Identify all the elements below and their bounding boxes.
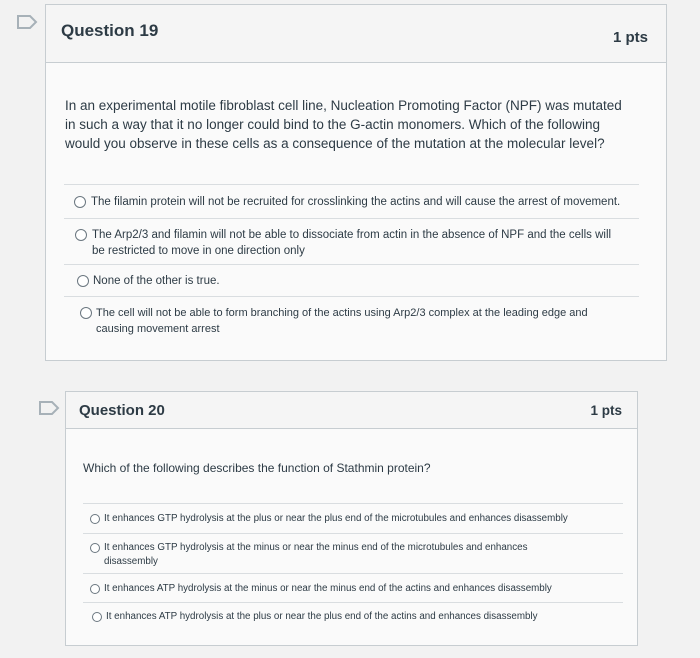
radio-button[interactable] xyxy=(75,229,87,241)
answer-option[interactable] xyxy=(83,503,623,533)
answer-option[interactable] xyxy=(64,218,639,264)
answer-label: None of the other is true. xyxy=(93,275,220,287)
answer-option[interactable] xyxy=(83,602,623,631)
answer-label: The filamin protein will not be recruited for crosslinking the actins and will cause the arrest of movement. xyxy=(91,196,621,208)
answer-option[interactable] xyxy=(64,264,639,296)
answer-option[interactable] xyxy=(64,184,639,218)
radio-button[interactable] xyxy=(90,584,100,594)
answer-option[interactable] xyxy=(64,296,639,340)
question-title: Question 20 xyxy=(79,402,165,419)
answer-option[interactable] xyxy=(83,573,623,602)
answer-label: It enhances ATP hydrolysis at the minus or near the minus end of the actins and enhances disassembly xyxy=(104,583,552,594)
question-19-header xyxy=(46,5,666,63)
answer-label: It enhances GTP hydrolysis at the minus or near the minus end of the microtubules and enhances disassembly xyxy=(104,542,528,567)
question-points: 1 pts xyxy=(612,29,648,46)
question-20-card xyxy=(65,391,638,646)
answer-list xyxy=(83,503,623,631)
answer-label: It enhances ATP hydrolysis at the plus or near the plus end of the actins and enhances disassembly xyxy=(106,611,538,622)
radio-button[interactable] xyxy=(74,196,86,208)
flag-question-icon[interactable] xyxy=(38,400,60,416)
question-points: 1 pts xyxy=(590,403,622,418)
question-20-header xyxy=(66,392,637,429)
answer-list xyxy=(64,184,639,340)
flag-question-icon[interactable] xyxy=(16,14,38,30)
radio-button[interactable] xyxy=(80,307,92,319)
radio-button[interactable] xyxy=(90,514,100,524)
answer-label: The cell will not be able to form branching of the actins using Arp2/3 complex at the leading edge and causing movement arrest xyxy=(96,307,588,335)
answer-label: The Arp2/3 and filamin will not be able to dissociate from actin in the absence of NPF and the cells will be restricted to move in one direction only xyxy=(92,229,612,257)
question-title: Question 19 xyxy=(61,21,159,40)
answer-option[interactable] xyxy=(83,533,623,573)
answer-label: It enhances GTP hydrolysis at the plus or near the plus end of the microtubules and enhances disassembly xyxy=(104,513,568,524)
question-19-card xyxy=(45,4,667,361)
question-text: Which of the following describes the function of Stathmin protein? xyxy=(83,461,431,475)
question-text: In an experimental motile fibroblast cell line, Nucleation Promoting Factor (NPF) was mutated in such a way that it no longer could bind to the G-actin monomers. Which of the following would you observe in these cells as a consequence of the mutation at the molecular level? xyxy=(65,98,622,151)
radio-button[interactable] xyxy=(90,543,100,553)
radio-button[interactable] xyxy=(77,275,89,287)
radio-button[interactable] xyxy=(92,612,102,622)
